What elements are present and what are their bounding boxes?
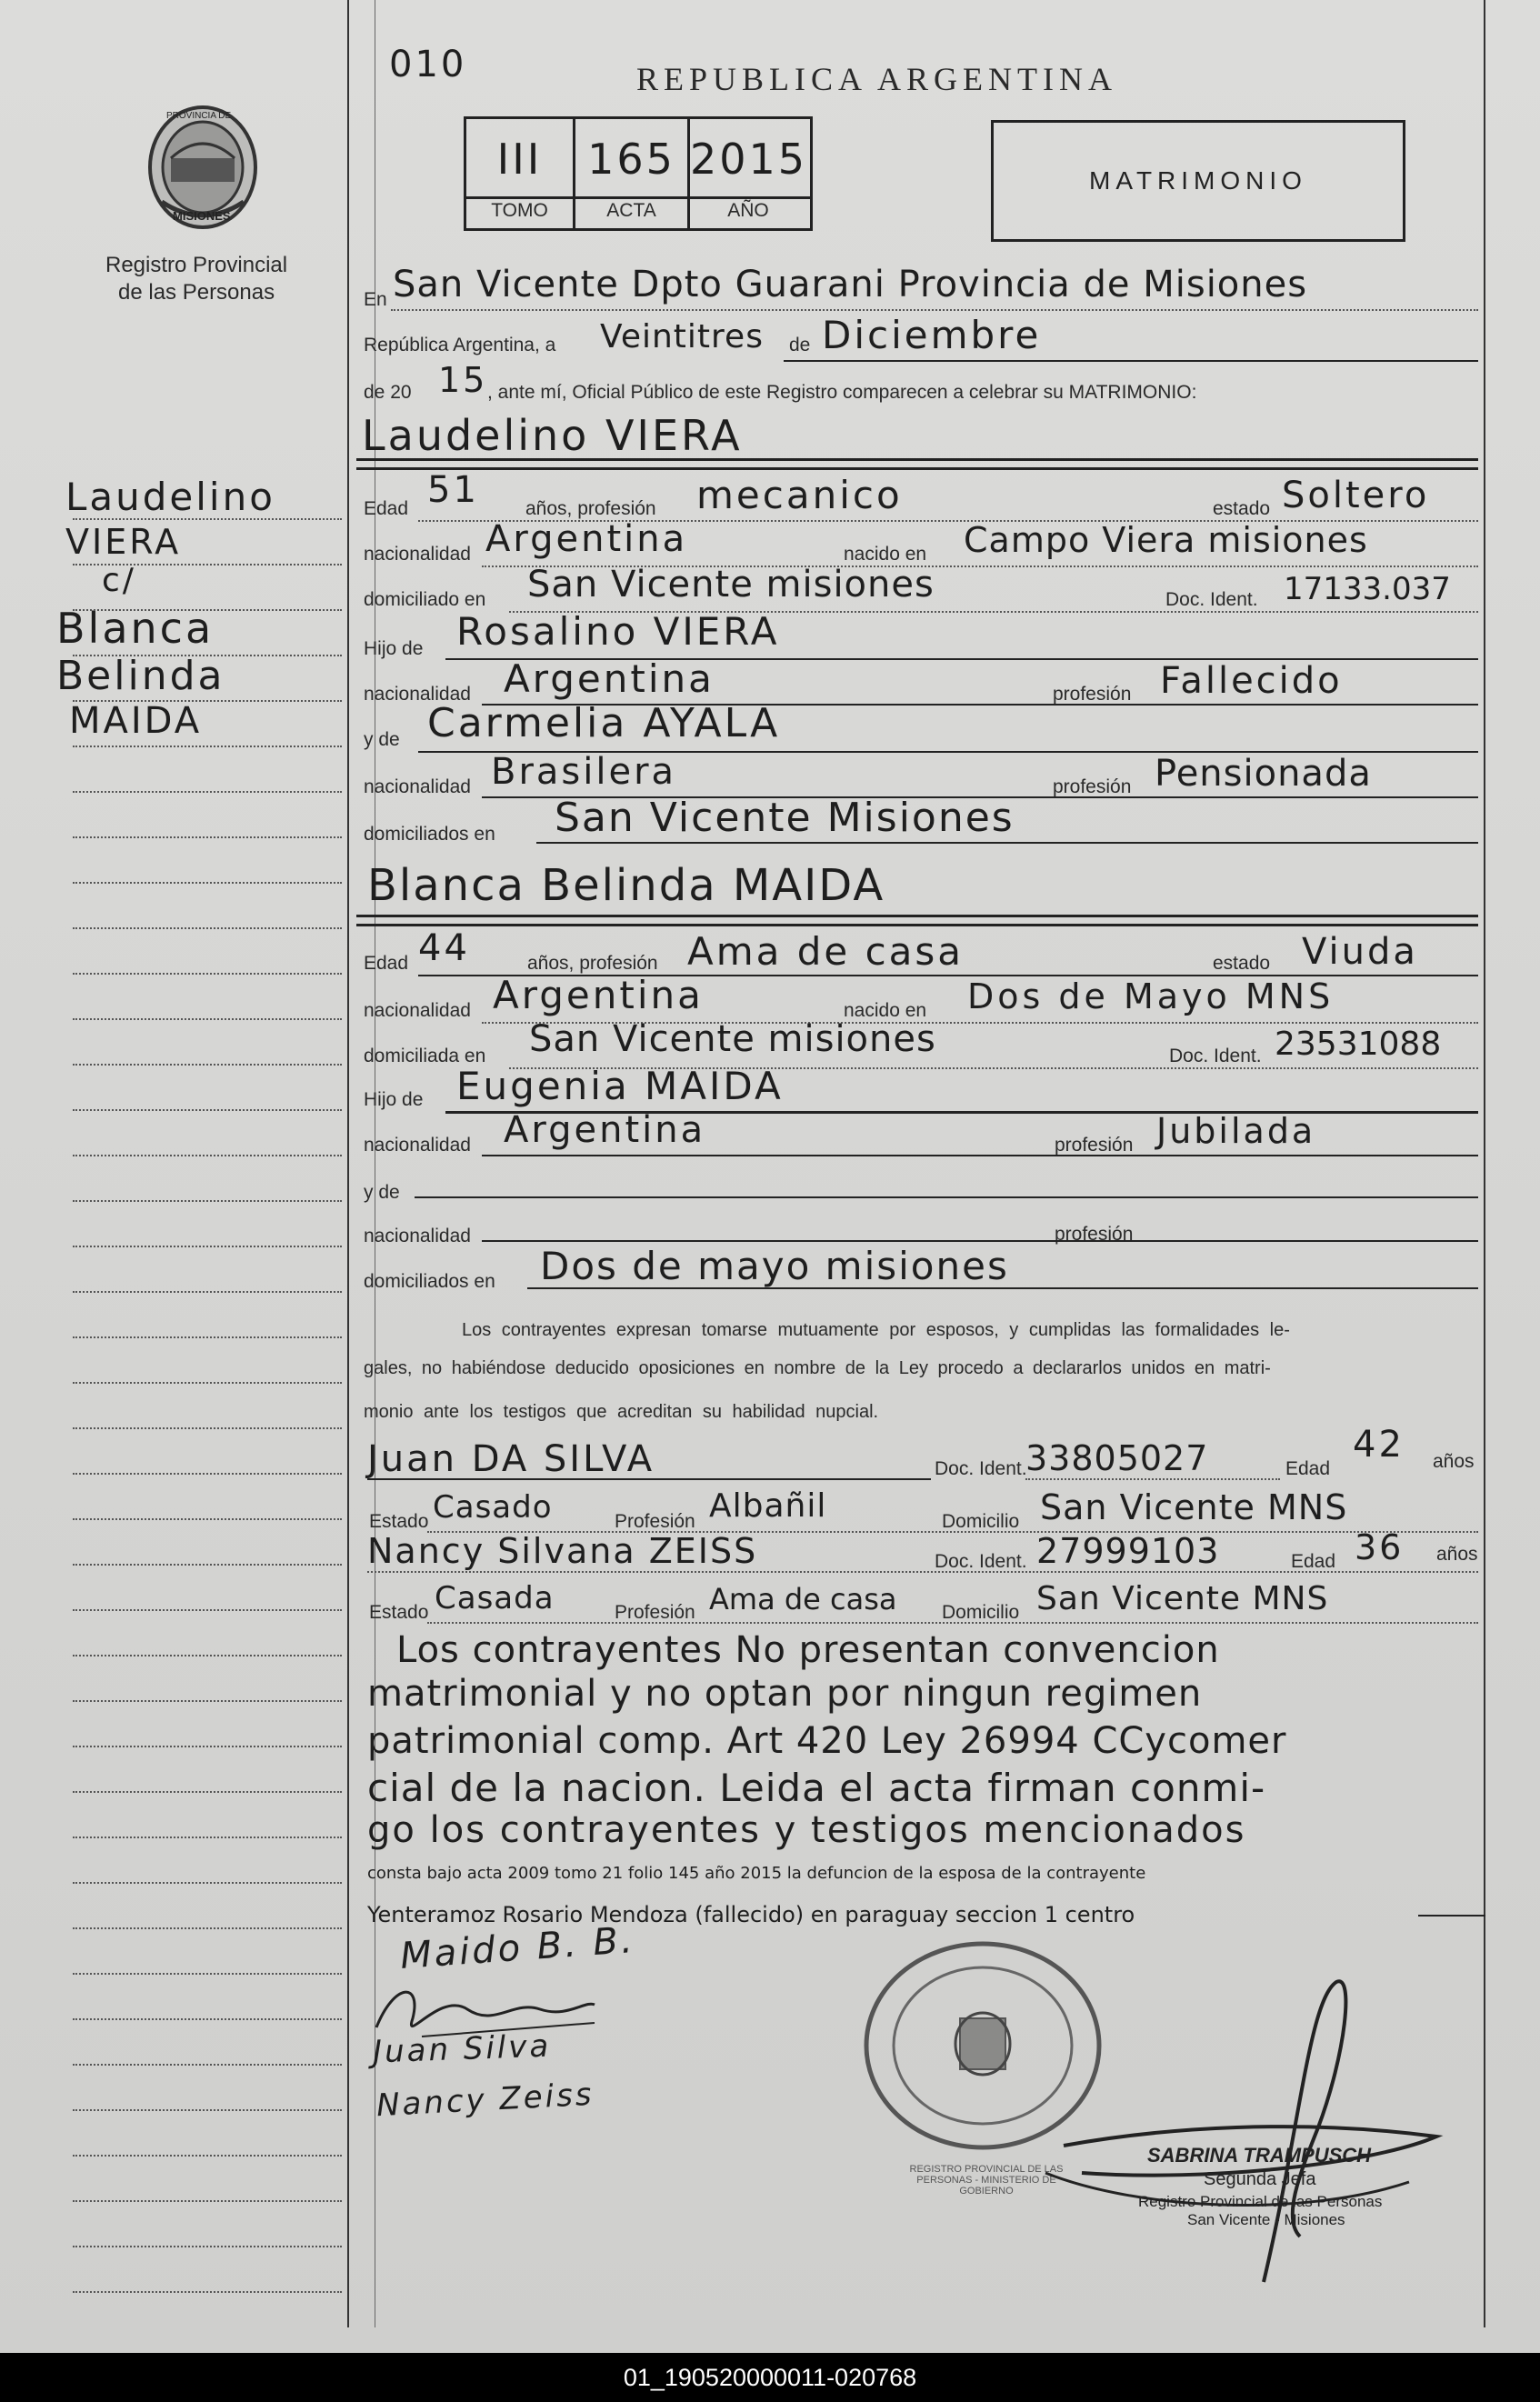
margin-ruled-line	[73, 1018, 342, 1020]
groom-mother-prof-label: profesión	[1053, 776, 1132, 797]
bride-nationality: Argentina	[493, 973, 704, 1017]
witness-2-doc-label: Doc. Ident.	[935, 1551, 1027, 1572]
official-role: Segunda Jefa	[1204, 2169, 1316, 2189]
margin-note-line-6: MAIDA	[69, 700, 203, 742]
groom-father-prof: Fallecido	[1160, 660, 1343, 702]
left-margin-rule	[347, 0, 349, 2327]
tomo-label: TOMO	[491, 200, 548, 221]
witness-1-doc-label: Doc. Ident.	[935, 1458, 1027, 1479]
stamp-ring-text: REGISTRO PROVINCIAL DE LAS PERSONAS - MINISTERIO DE GOBIERNO	[909, 2164, 1064, 2197]
acta-value: 165	[587, 135, 675, 184]
margin-ruled-line	[73, 2018, 342, 2020]
margin-ruled-line	[73, 1609, 342, 1611]
margin-ruled-line	[73, 882, 342, 884]
bride-mother-nat: Argentina	[504, 1109, 706, 1151]
margin-ruled-line	[73, 1882, 342, 1884]
signature-silva: Juan Silva	[372, 2027, 552, 2071]
groom-estado-label: estado	[1213, 498, 1271, 519]
groom-father-label: Hijo de	[364, 638, 424, 659]
bride-civil-status: Viuda	[1302, 931, 1418, 973]
registry-line-2: de las Personas	[118, 280, 275, 305]
seal-bottom-text: MISIONES	[173, 209, 231, 223]
place: San Vicente Dpto Guarani Provincia de Misiones	[393, 264, 1308, 305]
groom-profession: mecanico	[696, 473, 903, 517]
witness-2-doc: 27999103	[1036, 1531, 1220, 1571]
groom-nacionalidad-label: nacionalidad	[364, 544, 471, 565]
margin-ruled-line	[73, 1427, 342, 1429]
en-label: En	[364, 289, 387, 310]
year-label: de 20	[364, 382, 412, 403]
bride-anos-label: años, profesión	[527, 953, 658, 974]
witness-2-age: 36	[1355, 1527, 1405, 1567]
official-name: SABRINA TRAMPUSCH	[1147, 2144, 1372, 2167]
margin-ruled-line	[73, 927, 342, 929]
margin-note-line-2: VIERA	[65, 522, 182, 562]
margin-ruled-line	[73, 1382, 342, 1384]
witness-1-age: 42	[1353, 1424, 1405, 1466]
margin-ruled-line	[73, 2064, 342, 2066]
witness-2-anos-label: años	[1436, 1544, 1478, 1565]
groom-father-prof-label: profesión	[1053, 684, 1132, 705]
margin-ruled-line	[73, 2155, 342, 2157]
note-line-7: Yenteramoz Rosario Mendoza (fallecido) en paraguay seccion 1 centro	[367, 1902, 1135, 1927]
year-value: 15	[438, 360, 488, 400]
bride-domicile: San Vicente misiones	[529, 1018, 936, 1060]
republica-label: República Argentina, a	[364, 335, 556, 355]
witness-1-anos-label: años	[1433, 1451, 1475, 1472]
signature-maida: Maido B. B.	[398, 1919, 637, 1977]
bride-parents-dom: Dos de mayo misiones	[540, 1244, 1009, 1288]
registry-line-1: Registro Provincial	[105, 253, 288, 277]
margin-ruled-line	[73, 1064, 342, 1066]
margin-ruled-line	[73, 609, 342, 611]
witness-1-doc: 33805027	[1025, 1438, 1209, 1478]
intro-statement: , ante mí, Oficial Público de este Registro comparecen a celebrar su MATRIMONIO:	[487, 382, 1197, 403]
bride-mother-label: Hijo de	[364, 1089, 424, 1110]
witness-2-edad-label: Edad	[1291, 1551, 1336, 1572]
signature-zeiss: Nancy Zeiss	[375, 2076, 595, 2125]
anio-label: AÑO	[727, 200, 769, 221]
margin-ruled-line	[73, 1791, 342, 1793]
act-type-box	[991, 120, 1405, 242]
witness-2-estado-label: Estado	[369, 1602, 429, 1623]
groom-civil-status: Soltero	[1282, 475, 1430, 516]
margin-ruled-line	[73, 1518, 342, 1520]
margin-ruled-line	[73, 1473, 342, 1475]
note-line-1: Los contrayentes No presentan convencion	[396, 1629, 1220, 1671]
margin-ruled-line	[73, 1746, 342, 1747]
bride-nacido-label: nacido en	[844, 1000, 927, 1021]
margin-ruled-line	[73, 1655, 342, 1656]
groom-doc-label: Doc. Ident.	[1165, 589, 1258, 610]
bride-estado-label: estado	[1213, 953, 1271, 974]
acta-label: ACTA	[606, 200, 656, 221]
groom-anos-label: años, profesión	[525, 498, 656, 519]
witness-2-profession: Ama de casa	[709, 1582, 897, 1616]
groom-birthplace: Campo Viera misiones	[964, 520, 1368, 560]
bride-edad-label: Edad	[364, 953, 409, 974]
margin-ruled-line	[73, 1200, 342, 1202]
margin-ruled-line	[73, 2291, 342, 2293]
margin-ruled-line	[73, 2109, 342, 2111]
note-line-4: cial de la nacion. Leida el acta firman conmi-	[367, 1766, 1266, 1810]
declaration-line-3: monio ante los testigos que acreditan su habilidad nupcial.	[364, 1402, 879, 1422]
margin-note-line-1: Laudelino	[65, 475, 275, 519]
groom-nacido-label: nacido en	[844, 544, 927, 565]
witness-2-profesion-label: Profesión	[615, 1602, 695, 1623]
bride-age: 44	[418, 927, 470, 969]
margin-note-line-4: Blanca	[56, 604, 215, 653]
official-signature	[1027, 1946, 1464, 2291]
groom-mother-prof: Pensionada	[1155, 753, 1372, 795]
witness-1-domicile: San Vicente MNS	[1040, 1487, 1348, 1527]
groom-mother: Carmelia AYALA	[427, 700, 781, 746]
margin-ruled-line	[73, 700, 342, 702]
bride-parents-dom-label: domiciliados en	[364, 1271, 495, 1292]
bride-profession: Ama de casa	[687, 929, 965, 974]
margin-note-line-3: c/	[102, 562, 136, 599]
doc-number: 010	[389, 44, 467, 85]
bride-domiciliada-label: domiciliada en	[364, 1046, 486, 1066]
act-type: MATRIMONIO	[1089, 166, 1307, 195]
day: Veintitres	[600, 318, 764, 355]
margin-ruled-line	[73, 1837, 342, 1838]
declaration-line-2: gales, no habiéndose deducido oposiciones en nombre de la Ley procedo a declararlos unidos en matri-	[364, 1358, 1271, 1378]
bride-other-prof-label: profesión	[1055, 1224, 1134, 1245]
margin-ruled-line	[73, 836, 342, 838]
groom-age: 51	[427, 469, 479, 511]
bride-mother-prof-label: profesión	[1055, 1135, 1134, 1156]
bride-mother-nat-label: nacionalidad	[364, 1135, 471, 1156]
margin-ruled-line	[73, 1564, 342, 1566]
witness-2-domicile: San Vicente MNS	[1036, 1580, 1329, 1617]
note-line-5: go los contrayentes y testigos mencionados	[367, 1809, 1246, 1851]
witness-2-status: Casada	[435, 1580, 555, 1616]
groom-mother-nat-label: nacionalidad	[364, 776, 471, 797]
bride-mother-prof: Jubilada	[1156, 1111, 1316, 1151]
margin-ruled-line	[73, 655, 342, 656]
file-id: 01_190520000011-020768	[623, 2364, 917, 2391]
footer-bar	[0, 2353, 1540, 2402]
country-title: REPUBLICA ARGENTINA	[636, 61, 1118, 97]
bride-name: Blanca Belinda MAIDA	[367, 860, 885, 911]
seal-top-text: PROVINCIA DE	[166, 111, 232, 121]
margin-ruled-line	[73, 791, 342, 793]
groom-doc: 17133.037	[1284, 571, 1451, 607]
margin-ruled-line	[73, 1109, 342, 1111]
groom-domicile: San Vicente misiones	[527, 564, 935, 606]
margin-ruled-line	[73, 973, 342, 975]
groom-domiciliado-label: domiciliado en	[364, 589, 486, 610]
witness-1-status: Casado	[433, 1489, 553, 1526]
groom-edad-label: Edad	[364, 498, 409, 519]
groom-nationality: Argentina	[485, 518, 688, 560]
bride-birthplace: Dos de Mayo MNS	[967, 976, 1335, 1016]
anio-value: 2015	[690, 135, 808, 184]
witness-1-estado-label: Estado	[369, 1511, 429, 1532]
groom-father-nat-label: nacionalidad	[364, 684, 471, 705]
margin-ruled-line	[73, 1973, 342, 1975]
margin-ruled-line	[73, 564, 342, 565]
margin-note-line-5: Belinda	[56, 653, 225, 699]
margin-ruled-line	[73, 1700, 342, 1702]
witness-1-profesion-label: Profesión	[615, 1511, 695, 1532]
bride-nacionalidad-label: nacionalidad	[364, 1000, 471, 1021]
tomo-value: III	[496, 135, 543, 184]
bride-other-nat-label: nacionalidad	[364, 1226, 471, 1246]
margin-ruled-line	[73, 2246, 342, 2247]
margin-ruled-line	[73, 746, 342, 747]
groom-parents-dom: San Vicente Misiones	[555, 795, 1015, 841]
margin-ruled-line	[73, 1336, 342, 1338]
note-line-3: patrimonial comp. Art 420 Ley 26994 CCycomer	[367, 1720, 1287, 1762]
margin-ruled-line	[73, 1155, 342, 1156]
groom-father: Rosalino VIERA	[456, 609, 780, 654]
groom-father-nat: Argentina	[504, 656, 715, 701]
bride-other-label: y de	[364, 1182, 400, 1203]
groom-mother-nat: Brasilera	[491, 751, 677, 793]
note-line-2: matrimonial y no optan por ningun regimen	[367, 1673, 1203, 1715]
margin-ruled-line	[73, 518, 342, 520]
witness-1-profession: Albañil	[709, 1487, 827, 1525]
note-line-6: consta bajo acta 2009 tomo 21 folio 145 año 2015 la defuncion de la esposa de la contrayente	[367, 1864, 1146, 1883]
official-location: San Vicente - Misiones	[1187, 2211, 1345, 2228]
witness-1-edad-label: Edad	[1285, 1458, 1331, 1479]
official-office: Registro Provincial de las Personas	[1138, 2193, 1383, 2210]
groom-mother-label: y de	[364, 729, 400, 750]
bride-mother: Eugenia MAIDA	[456, 1064, 784, 1108]
margin-ruled-line	[73, 2200, 342, 2202]
de-label: de	[789, 335, 811, 355]
declaration-line-1: Los contrayentes expresan tomarse mutuamente por esposos, y cumplidas las formalidades le-	[462, 1320, 1290, 1340]
witness-2-domicilio-label: Domicilio	[942, 1602, 1020, 1623]
witness-2-name: Nancy Silvana ZEISS	[367, 1531, 758, 1571]
margin-ruled-line	[73, 1246, 342, 1247]
bride-doc-label: Doc. Ident.	[1169, 1046, 1262, 1066]
groom-parents-dom-label: domiciliados en	[364, 824, 495, 845]
bride-doc: 23531088	[1275, 1026, 1442, 1063]
margin-ruled-line	[73, 1291, 342, 1293]
groom-name: Laudelino VIERA	[362, 411, 743, 460]
witness-1-name: Juan DA SILVA	[367, 1438, 655, 1480]
witness-1-domicilio-label: Domicilio	[942, 1511, 1020, 1532]
right-margin-rule	[1484, 0, 1485, 2327]
month: Diciembre	[822, 313, 1042, 357]
margin-ruled-line	[73, 1927, 342, 1929]
